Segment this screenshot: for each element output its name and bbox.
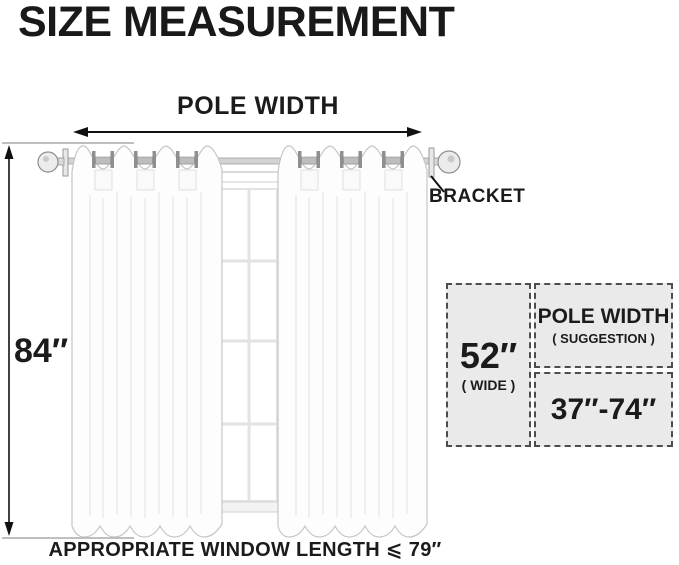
right-curtain-panel <box>278 146 427 537</box>
window-length-note: APPROPRIATE WINDOW LENGTH ⩽ 79″ <box>48 539 442 561</box>
pole-width-title: POLE WIDTH <box>537 304 670 328</box>
spec-box-curtain-width <box>446 283 531 447</box>
page-title: SIZE MEASUREMENT <box>18 0 455 46</box>
bracket-icon <box>429 148 460 177</box>
curtain-width-note: ( WIDE ) <box>461 376 516 393</box>
height-arrow <box>5 145 14 536</box>
spec-box-pole-width <box>534 283 673 368</box>
pole-width-subtitle: ( SUGGESTION ) <box>552 331 655 347</box>
curtain-height-label: 84″ <box>14 332 69 370</box>
pole-width-label: POLE WIDTH <box>177 92 339 120</box>
bracket-label: BRACKET <box>429 186 526 207</box>
pole-width-range: 37″-74″ <box>550 392 657 426</box>
curtain-width-value: 52″ <box>459 335 518 377</box>
pole-width-arrow <box>73 127 422 137</box>
left-curtain-panel <box>72 146 222 537</box>
left-finial-icon <box>38 149 68 176</box>
spec-box-pole-range <box>534 372 673 447</box>
